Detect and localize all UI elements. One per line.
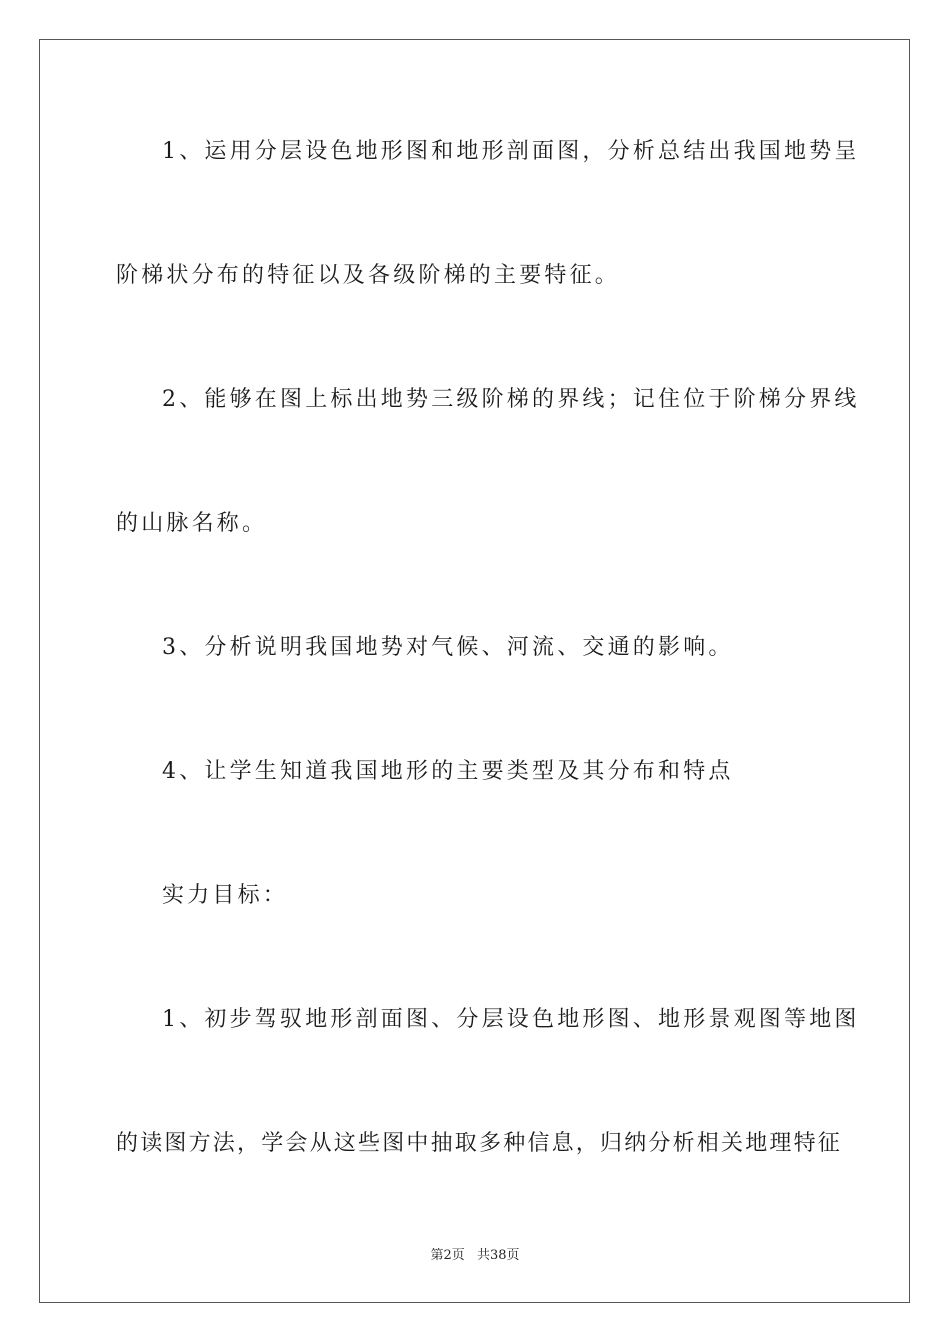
paragraph-5-line-1: 1、初步驾驭地形剖面图、分层设色地形图、地形景观图等地图: [162, 1007, 860, 1032]
paragraph-1-line-2: 阶梯状分布的特征以及各级阶梯的主要特征。: [116, 263, 621, 288]
paragraph-4: 4、让学生知道我国地形的主要类型及其分布和特点: [162, 759, 734, 784]
page-number: 第2页: [430, 1248, 465, 1263]
paragraph-1-line-1: 1、运用分层设色地形图和地形剖面图，分析总结出我国地势呈: [162, 139, 860, 164]
page-border: [39, 39, 910, 1303]
paragraph-3: 3、分析说明我国地势对气候、河流、交通的影响。: [162, 635, 734, 660]
paragraph-2-line-2: 的山脉名称。: [116, 511, 268, 536]
section-heading: 实力目标：: [162, 883, 289, 908]
page-total: 共38页: [476, 1248, 520, 1263]
paragraph-5-line-2: 的读图方法，学会从这些图中抽取多种信息，归纳分析相关地理特征: [116, 1131, 843, 1156]
page-footer: [0, 1247, 950, 1265]
paragraph-2-line-1: 2、能够在图上标出地势三级阶梯的界线；记住位于阶梯分界线: [162, 387, 860, 412]
